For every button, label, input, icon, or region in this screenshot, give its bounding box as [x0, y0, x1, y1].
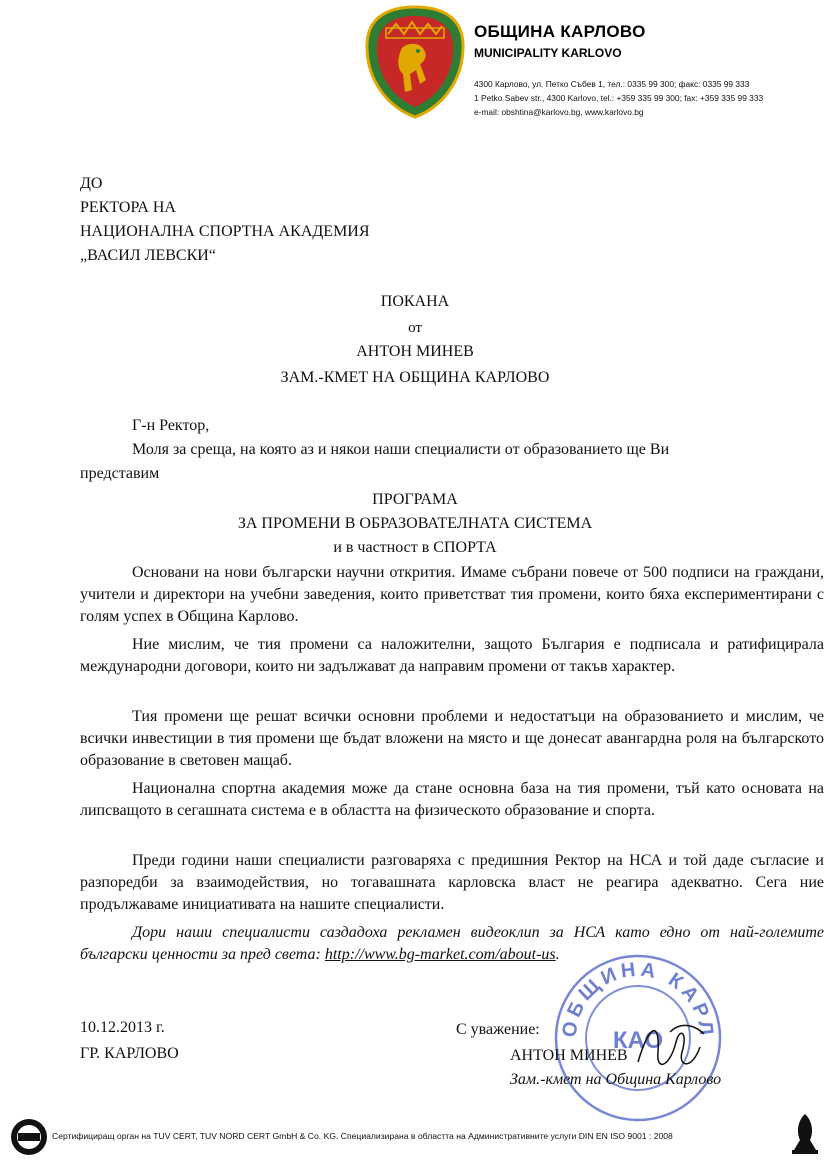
italic-paragraph-end: .: [555, 946, 560, 963]
signatory-name: АНТОН МИНЕВ: [510, 1047, 628, 1064]
contact-email: e-mail: obshtina@karlovo.bg, www.karlovo.bg: [474, 107, 644, 117]
invitation-position: ЗАМ.-КМЕТ НА ОБЩИНА КАРЛОВО: [280, 369, 550, 386]
program-subtitle: ЗА ПРОМЕНИ В ОБРАЗОВАТЕЛНАТА СИСТЕМА: [237, 515, 593, 532]
letter-place: ГР. КАРЛОВО: [80, 1045, 179, 1062]
invitation-person: АНТОН МИНЕВ: [356, 343, 474, 360]
italic-paragraph-text: Дори наши специалисти саздадоха рекламен видеоклип за НСА като едно от най-големите български ценности за пред света:: [80, 924, 824, 963]
video-link[interactable]: http://www.bg-market.com/about-us: [324, 946, 556, 963]
program-scope: и в частност в СПОРТА: [333, 539, 497, 556]
signatory-title: Зам.-кмет на Община Карлово: [510, 1071, 722, 1088]
body-paragraph-5: Преди години наши специалисти разговаряха с предишния Ректор на НСА и той даде съгласие и разпоредби за взаимодействия, но тогавашната карловска власт не реагира адекватно. Сега ние продължаваме инициативата на нашите специалисти.: [80, 852, 824, 913]
body-paragraph-4: Национална спортна академия може да стане основна база на тия промени, тъй като основата на липсващото в сегашната система е в областта на физическото образование и спорта.: [80, 780, 824, 819]
municipality-name-en: MUNICIPALITY KARLOVO: [474, 46, 622, 60]
intro-line-1: Моля за среща, на която аз и някои наши специалисти от образованието ще Ви: [132, 441, 670, 458]
tuv-cert-logo: [10, 1118, 48, 1156]
recipient-line-4: „ВАСИЛ ЛЕВСКИ“: [80, 247, 216, 264]
invitation-title: ПОКАНА: [380, 293, 450, 310]
municipality-crest-logo: [362, 4, 468, 120]
intro-line-2: представим: [80, 465, 160, 482]
body-paragraph-3: Тия промени ще решат всички основни проблеми и недостатъци на образованието и мислим, че всички инвестиции в тия промени ще бъдат вложени на място и ще донесат авангардна роля на българското образование в световен мащаб.: [80, 708, 824, 769]
recipient-line-3: НАЦИОНАЛНА СПОРТНА АКАДЕМИЯ: [80, 223, 370, 240]
handwritten-signature: [630, 1012, 710, 1082]
letter-date: 10.12.2013 г.: [80, 1019, 165, 1036]
recipient-line-2: РЕКТОРА НА: [80, 199, 176, 216]
stamp-ring-text: ОБЩИНА КАРЛ: [558, 958, 718, 1041]
body-paragraph-1: Основани на нови български научни открития. Имаме събрани повече от 500 подписи на граждани, учители и директори на учебни заведения, които приветстват тия промени, които бяха експериментирани с голям успех в Община Карлово.: [80, 564, 824, 625]
quality-mark-logo: [788, 1110, 822, 1158]
body-paragraph-2: Ние мислим, че тия промени са наложителни, защото България е подписала и ратифицирала международни договори, които ни задължават да направим промени от такъв характер.: [80, 636, 824, 675]
stamp-center-text: КАО: [612, 1027, 664, 1054]
program-title: ПРОГРАМА: [372, 491, 458, 508]
municipality-name: ОБЩИНА КАРЛОВО: [474, 22, 646, 41]
invitation-from: от: [408, 320, 422, 336]
greeting: Г-н Ректор,: [132, 417, 210, 434]
address-en: 1 Petko Sabev str., 4300 Karlovo, tel.: +359 335 99 300; fax: +359 335 99 333: [474, 93, 764, 103]
signature-closing: С уважение:: [456, 1021, 540, 1038]
address-bg: 4300 Карлово, ул. Петко Събев 1, тел.: 0335 99 300; факс: 0335 99 333: [474, 79, 750, 89]
certification-notice: Сертифициращ орган на TUV CERT, TUV NORD CERT GmbH & Co. KG. Специализирана в областта на Административните услуги DIN EN ISO 9001 : 2008: [52, 1131, 673, 1141]
recipient-line-1: ДО: [80, 175, 103, 192]
